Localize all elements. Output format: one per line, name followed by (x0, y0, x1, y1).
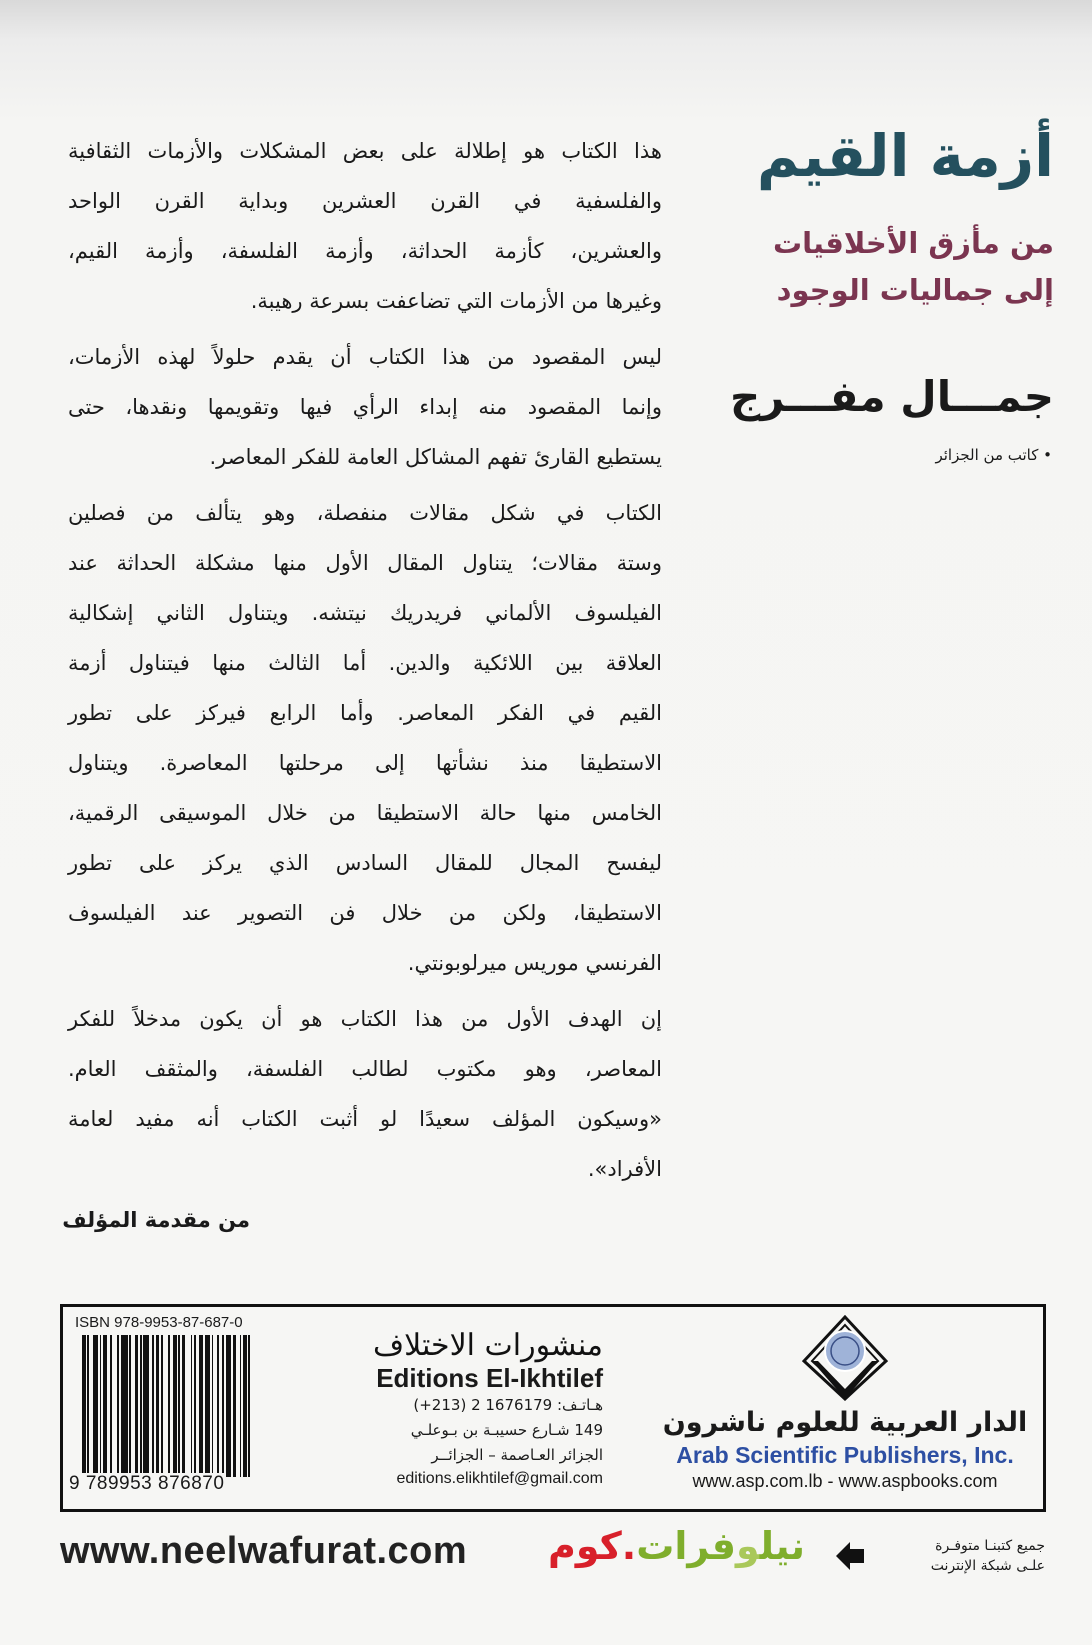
blurb-line: ليس المقصود من هذا الكتاب أن يقدم حلولاً لهذه الأزمات، (68, 345, 662, 369)
book-title: أزمة القيم (756, 122, 1054, 190)
neelwafurat-url[interactable]: www.neelwafurat.com (60, 1530, 468, 1572)
barcode-bar (178, 1335, 180, 1477)
barcode-bar (82, 1335, 86, 1477)
blurb-line: والعشرين، كأزمة الحداثة، وأزمة الفلسفة، وأزمة القيم، (68, 239, 662, 263)
barcode-bar (152, 1335, 154, 1477)
barcode-bar (117, 1335, 119, 1477)
barcode-digits: 9 789953 876870 (69, 1473, 225, 1494)
barcode-bar (248, 1335, 250, 1477)
blurb-line: الاستطيقا، ولكن من خلال فن التصوير عند الفيلسوف (68, 901, 662, 925)
ikhtilef-imprint (348, 1329, 603, 1490)
barcode-bar (182, 1335, 186, 1477)
blurb-line: هذا الكتاب هو إطلالة على بعض المشكلات والأزمات الثقافية (68, 139, 662, 163)
barcode-bar (168, 1335, 170, 1477)
ikhtilef-logo-arabic: منشورات الاختلاف (372, 1328, 603, 1363)
availability-line: جميع كتبنـا متوفـرة (935, 1538, 1045, 1554)
imprint-box (60, 1304, 1046, 1512)
blurb-line: الكتاب في شكل مقالات منفصلة، وهو يتألف من فصلين (68, 501, 662, 525)
blurb-line: الفيلسوف الألماني فريدريك نيتشه. ويتناول الثاني إشكالية (68, 601, 662, 625)
barcode (78, 1335, 294, 1477)
barcode-bar (173, 1335, 177, 1477)
barcode-bar (212, 1335, 214, 1477)
logo-part: نيل (759, 1524, 806, 1568)
blurb-line: وغيرها من الأزمات التي تضاعفت بسرعة رهيبة. (250, 289, 662, 313)
asp-name-english: Arab Scientific Publishers, Inc. (676, 1442, 1014, 1468)
blurb-line: الاستطيقا منذ نشأتها إلى مرحلتها المعاصرة. ويتناول (68, 751, 662, 775)
availability-line: علـى شبكة الإنترنت (930, 1558, 1045, 1574)
barcode-bar (205, 1335, 210, 1477)
blurb-line: الفرنسي موريس ميرلوبونتي. (407, 951, 662, 975)
barcode-bar (121, 1335, 128, 1477)
barcode-bar (103, 1335, 107, 1477)
asp-logo-icon (802, 1315, 888, 1401)
blurb-line: وإنما المقصود منه إبداء الرأي فيها وتقويمها ونقدها، حتى (68, 395, 662, 419)
barcode-bar (243, 1335, 247, 1477)
blurb-line: الأفراد». (587, 1157, 662, 1181)
barcode-bar (129, 1335, 131, 1477)
logo-part: فرات (636, 1524, 736, 1568)
logo-part: .كوم (548, 1524, 637, 1568)
barcode-bar (87, 1335, 89, 1477)
blurb-paragraph (68, 994, 662, 1194)
blurb-line: إن الهدف الأول من هذا الكتاب هو أن يكون مدخلاً للفكر (68, 1007, 662, 1031)
author-name: جمـــال مفـــرج (729, 372, 1054, 421)
blurb-line: الخامس منها حالة الاستطيقا من خلال الموسيقى الرقمية، (68, 801, 662, 825)
barcode-bar (110, 1335, 112, 1477)
barcode-bar (217, 1335, 219, 1477)
barcode-bar (226, 1335, 231, 1477)
barcode-bar (222, 1335, 224, 1477)
barcode-bar (199, 1335, 203, 1477)
blurb-text (68, 126, 662, 1200)
blurb-line: ليفسح المجال للمقال السادس الذي يركز على تطور (68, 851, 662, 875)
barcode-bar (156, 1335, 160, 1477)
barcode-bar (135, 1335, 139, 1477)
blurb-paragraph (68, 126, 662, 326)
subtitle-line: من مأزق الأخلاقيات (772, 226, 1054, 260)
barcode-bar (140, 1335, 142, 1477)
asp-urls: www.asp.com.lb - www.aspbooks.com (692, 1471, 998, 1491)
barcode-bar (100, 1335, 102, 1477)
barcode-bar (233, 1335, 237, 1477)
barcode-bar (240, 1335, 242, 1477)
neelwafurat-logo (548, 1524, 805, 1568)
arrow-left-icon (836, 1540, 864, 1572)
blurb-line: والفلسفية في القرن العشرين وبداية القرن الواحد (68, 189, 662, 213)
barcode-bar (143, 1335, 148, 1477)
ikhtilef-phone: هـاتـف: 1676179 2 (213+) (413, 1396, 603, 1414)
barcode-bar (194, 1335, 196, 1477)
blurb-line: العلاقة بين اللائكية والدين. أما الثالث منها فيتناول أزمة (68, 651, 662, 675)
blurb-line: المعاصر، وهو مكتوب لطالب الفلسفة، والمثقف العام. (68, 1057, 662, 1081)
blurb-paragraph (68, 332, 662, 482)
isbn: ISBN 978-9953-87-687-0 (75, 1314, 243, 1331)
barcode-bar (161, 1335, 163, 1477)
ikhtilef-name: Editions El-Ikhtilef (376, 1363, 603, 1393)
book-subtitle (773, 220, 1054, 314)
ikhtilef-city: الجزائر العـاصمة – الجزائــر (431, 1446, 603, 1464)
barcode-bar (93, 1335, 98, 1477)
author-note: • كاتب من الجزائر (935, 446, 1052, 464)
ikhtilef-email: editions.elikhtilef@gmail.com (396, 1470, 603, 1487)
blurb-line: القيم في الفكر المعاصر. وأما الرابع فيركز على تطور (68, 701, 662, 725)
blurb-line: وستة مقالات؛ يتناول المقال الأول منها مشكلة الحداثة عند (68, 551, 662, 575)
blurb-line: «وسيكون المؤلف سعيدًا لو أثبت الكتاب أنه مفيد لعامة (68, 1107, 662, 1131)
logo-part: و (735, 1524, 760, 1568)
blurb-attribution: من مقدمة المؤلف (62, 1208, 250, 1232)
blurb-line: يستطيع القارئ تفهم المشاكل العامة للفكر المعاصر. (209, 445, 662, 469)
asp-imprint (655, 1315, 1035, 1493)
blurb-paragraph (68, 488, 662, 988)
availability-note (893, 1536, 1045, 1576)
asp-name-arabic: الدار العربية للعلوم ناشرون (662, 1407, 1028, 1438)
subtitle-line: إلى جماليات الوجود (776, 273, 1054, 307)
barcode-bar (191, 1335, 193, 1477)
ikhtilef-address: 149 شـارع حسيبـة بن بـوعلـي (410, 1421, 603, 1439)
